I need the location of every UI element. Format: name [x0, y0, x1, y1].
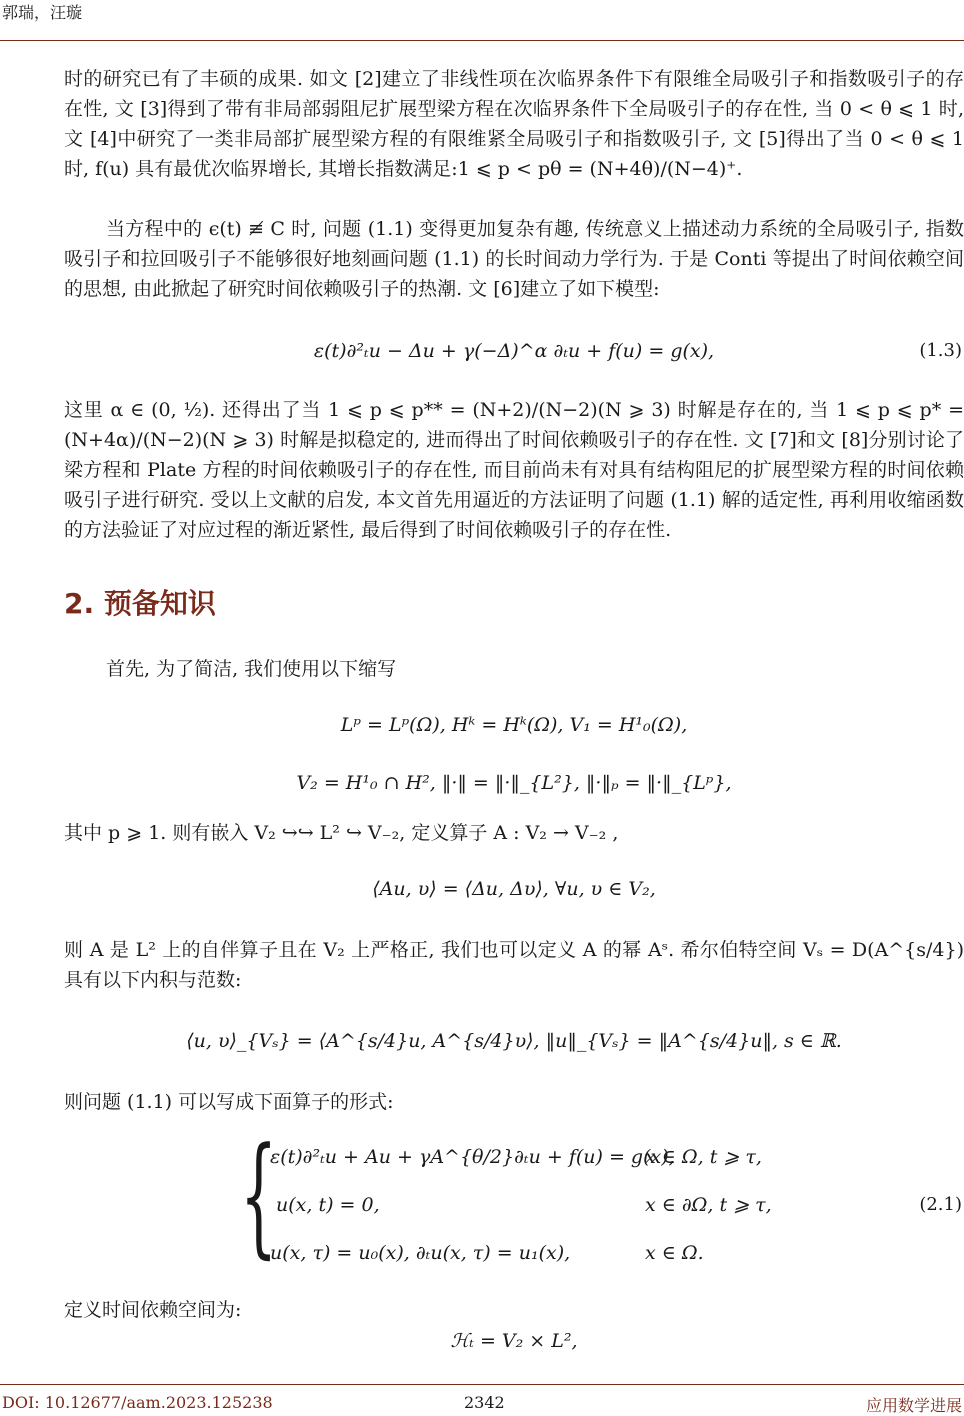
intro-paragraph-1: 时的研究已有了丰硕的成果. 如文 [2]建立了非线性项在次临界条件下有限维全局吸引子和指数吸引子的存在性, 文 [3]得到了带有非局部弱阻尼扩展型梁方程在次临界条件下全局吸引子的存在性, 当 0 < θ ⩽ 1 时, 文 [4]中研究了一类非局部扩展型梁方程的有限维紧全局吸引子和指数吸引子, 文 [5]得出了当 0 < θ ⩽ 1 时, f(u) 具有最优次临界增长, 其增长指数满足:1 ⩽ p < pθ = (N+4θ)/(N−4)⁺.: [64, 68, 964, 180]
equation-1-3-number: (1.3): [919, 340, 962, 361]
case-row-1: [270, 1146, 675, 1168]
equation-abbrev-a: Lᵖ = Lᵖ(Ω), Hᵏ = Hᵏ(Ω), V₁ = H¹₀(Ω),: [340, 714, 688, 736]
equation-operator-a: ⟨Au, υ⟩ = ⟨Δu, Δυ⟩, ∀u, υ ∈ V₂,: [372, 878, 656, 900]
case-row-1-eq: ε(t)∂²ₜu + Au + γA^{θ/2}∂ₜu + f(u) = g(x),: [270, 1146, 675, 1168]
section2-paragraph-5: 定义时间依赖空间为:: [64, 1299, 242, 1321]
equation-2-1-number: (2.1): [919, 1194, 962, 1215]
equation-1-3: [64, 340, 964, 362]
header-authors: 郭瑞，汪璇: [2, 3, 83, 22]
intro-paragraph-2: 当方程中的 ϵ(t) ≢ C 时, 问题 (1.1) 变得更加复杂有趣, 传统意义上描述动力系统的全局吸引子, 指数吸引子和拉回吸引子不能够很好地刻画问题 (1.1) 的长时间动力学行为. 于是 Conti 等提出了时间依赖空间的思想, 由此掀起了研究时间依赖吸引子的热潮. 文 [6]建立了如下模型:: [64, 218, 964, 300]
case-row-3-eq: u(x, τ) = u₀(x), ∂ₜu(x, τ) = u₁(x),: [270, 1242, 571, 1264]
footer-page-number: 2342: [464, 1393, 505, 1412]
page-footer: [0, 1384, 964, 1415]
page-header: [0, 0, 964, 41]
case-row-2: [276, 1194, 380, 1216]
intro-paragraph-3: 这里 α ∈ (0, ½). 还得出了当 1 ⩽ p ⩽ p** = (N+2)/(N−2)(N ⩾ 3) 时解是存在的, 当 1 ⩽ p ⩽ p* = (N+4α)/(N−2)(N ⩾ 3) 时解是拟稳定的, 进而得出了时间依赖吸引子的存在性. 文 [7]和文 [8]分别讨论了梁方程和 Plate 方程的时间依赖吸引子的存在性, 而目前尚未有对具有结构阻尼的扩展型梁方程的时间依赖吸引子进行研究. 受以上文献的启发, 本文首先用逼近的方法证明了问题 (1.1) 解的适定性, 再利用收缩函数的方法验证了对应过程的渐近紧性, 最后得到了时间依赖吸引子的存在性.: [64, 399, 964, 541]
section-2-title: 2. 预备知识: [64, 587, 216, 620]
section2-paragraph-4: 则问题 (1.1) 可以写成下面算子的形式:: [64, 1091, 394, 1113]
equation-system-2-1: [240, 1119, 964, 1274]
equation-time-space: ℋₜ = V₂ × L²,: [450, 1330, 578, 1352]
equation-abbrev-b: V₂ = H¹₀ ∩ H², ‖·‖ = ‖·‖_{L²}, ‖·‖ₚ = ‖·‖_{Lᵖ},: [296, 772, 732, 794]
case-row-2-cond: x ∈ ∂Ω, t ⩾ τ,: [645, 1194, 772, 1216]
section2-paragraph-1: 首先, 为了简洁, 我们使用以下缩写: [106, 658, 397, 680]
equation-1-3-body: ε(t)∂²ₜu − Δu + γ(−Δ)^α ∂ₜu + f(u) = g(x),: [313, 340, 715, 362]
section2-paragraph-2: 其中 p ⩾ 1. 则有嵌入 V₂ ↪↪ L² ↪ V₋₂, 定义算子 A : V₂ → V₋₂ ,: [64, 822, 619, 844]
section2-paragraph-3: 则 A 是 L² 上的自伴算子且在 V₂ 上严格正, 我们也可以定义 A 的幂 Aˢ. 希尔伯特空间 Vₛ = D(A^{s/4}) 具有以下内积与范数:: [64, 939, 964, 991]
case-row-2-eq: u(x, t) = 0,: [276, 1194, 380, 1216]
footer-doi-link[interactable]: DOI: 10.12677/aam.2023.125238: [2, 1393, 273, 1412]
equation-inner-product: ⟨u, υ⟩_{Vₛ} = ⟨A^{s/4}u, A^{s/4}υ⟩, ‖u‖_{Vₛ} = ‖A^{s/4}u‖, s ∈ ℝ.: [186, 1030, 842, 1052]
left-brace: {: [240, 1119, 278, 1271]
case-row-3: [270, 1242, 570, 1264]
footer-journal-name: 应用数学进展: [865, 1396, 962, 1415]
case-row-3-cond: x ∈ Ω.: [645, 1242, 704, 1264]
case-row-1-cond: x ∈ Ω, t ⩾ τ,: [645, 1146, 762, 1168]
